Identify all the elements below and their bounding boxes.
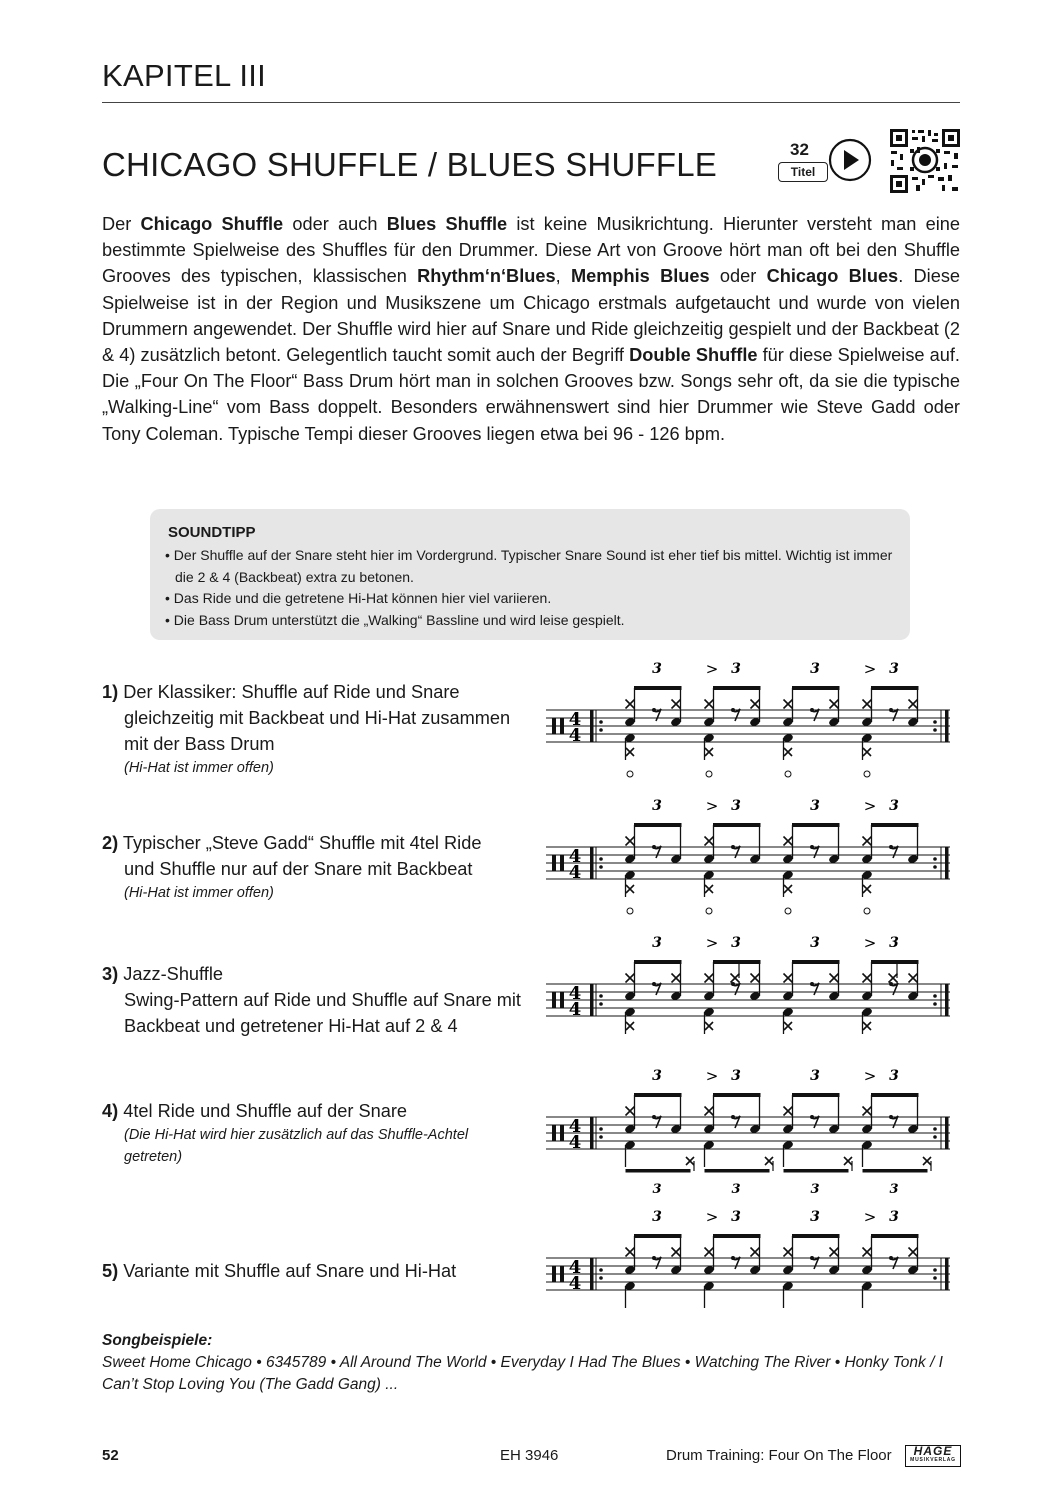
repeat-dot — [599, 994, 603, 998]
repeat-dot — [933, 720, 937, 724]
triplet-number: 3 — [731, 798, 741, 814]
soundtip-list — [165, 545, 910, 631]
percussion-clef — [560, 1266, 564, 1282]
soundtip-item: • Das Ride und die getretene Hi-Hat können hier viel variieren. — [165, 590, 552, 606]
exercise-description: gleichzeitig mit Backbeat und Hi-Hat zusammen mit der Bass Drum — [124, 708, 511, 754]
beam — [713, 1234, 761, 1238]
triplet-number: 3 — [652, 1182, 662, 1193]
eighth-rest — [731, 708, 735, 712]
triplet-number: 3 — [889, 661, 899, 677]
exercise-number: 4) — [102, 1101, 119, 1121]
exercise-number: 2) — [102, 833, 119, 853]
exercise-1 — [102, 679, 522, 779]
qr-code-icon[interactable] — [888, 127, 962, 195]
triplet-number: 3 — [652, 1068, 662, 1084]
accent-mark: > — [705, 934, 719, 952]
triplet-number: 3 — [810, 1182, 820, 1193]
exercise-description: Swing-Pattern auf Ride und Shuffle auf Snare mit Backbeat und getretener Hi-Hat auf 2 & 4 — [124, 990, 521, 1036]
beam — [634, 960, 682, 964]
exercise-note: (Hi-Hat ist immer offen) — [124, 760, 274, 776]
drum-staff-2 — [532, 797, 964, 923]
beam — [713, 686, 761, 690]
percussion-clef — [552, 718, 556, 734]
beam — [713, 823, 761, 827]
eighth-rest — [652, 982, 656, 986]
repeat-barline — [945, 710, 949, 742]
accent-mark: > — [705, 1067, 719, 1085]
exercise-description: und Shuffle nur auf der Snare mit Backbeat — [124, 859, 473, 879]
beam — [634, 1093, 682, 1097]
edition-code: EH 3946 — [500, 1447, 559, 1464]
percussion-clef — [560, 1125, 564, 1141]
repeat-dot — [599, 1135, 603, 1139]
beam — [792, 686, 840, 690]
audio-track-badge[interactable] — [778, 138, 878, 188]
eighth-rest — [810, 708, 814, 712]
beam — [626, 1169, 691, 1173]
exercise-number: 5) — [102, 1261, 119, 1281]
time-signature: 4 — [568, 1132, 582, 1153]
percussion-clef — [552, 992, 556, 1008]
page-number: 52 — [102, 1447, 119, 1464]
triplet-number: 3 — [731, 661, 741, 677]
repeat-dot — [599, 1268, 603, 1272]
percussion-clef — [552, 1266, 556, 1282]
time-signature: 4 — [568, 1116, 582, 1137]
accent-mark: > — [863, 1208, 877, 1226]
drum-staff-1 — [532, 660, 964, 786]
open-hihat-circle — [864, 908, 870, 914]
triplet-number: 3 — [810, 798, 820, 814]
beam — [634, 1234, 682, 1238]
repeat-dot — [599, 857, 603, 861]
play-icon[interactable] — [828, 138, 874, 184]
triplet-number: 3 — [889, 1068, 899, 1084]
track-number: 32 — [790, 140, 809, 159]
open-hihat-circle — [706, 908, 712, 914]
open-hihat-circle — [627, 771, 633, 777]
time-signature: 4 — [568, 999, 582, 1020]
chapter-heading: KAPITEL III — [102, 58, 267, 93]
triplet-number: 3 — [652, 661, 662, 677]
repeat-barline — [945, 847, 949, 879]
eighth-rest — [652, 845, 656, 849]
triplet-number: 3 — [652, 935, 662, 951]
repeat-barline — [945, 1117, 949, 1149]
exercise-2 — [102, 830, 522, 904]
exercise-title: Variante mit Shuffle auf Snare und Hi-Hat — [123, 1261, 457, 1281]
exercise-number: 3) — [102, 964, 119, 984]
open-hihat-circle — [627, 908, 633, 914]
beam — [792, 1093, 840, 1097]
repeat-dot — [599, 865, 603, 869]
exercise-title: Der Klassiker: Shuffle auf Ride und Snare — [123, 682, 460, 702]
eighth-rest — [731, 1115, 735, 1119]
beam — [792, 960, 840, 964]
repeat-dot — [599, 1276, 603, 1280]
drum-staff-3 — [532, 934, 964, 1060]
repeat-dot — [933, 865, 937, 869]
repeat-dot — [933, 1135, 937, 1139]
exercise-4 — [102, 1098, 522, 1168]
exercise-note: (Die Hi-Hat wird hier zusätzlich auf das Shuffle-Achtel getreten) — [124, 1127, 469, 1165]
eighth-rest — [889, 1115, 893, 1119]
triplet-number: 3 — [889, 935, 899, 951]
publisher-logo: HAGE MUSIKVERLAG — [905, 1445, 961, 1467]
triplet-number: 3 — [810, 935, 820, 951]
eighth-rest — [889, 845, 893, 849]
accent-mark: > — [705, 1208, 719, 1226]
beam — [634, 686, 682, 690]
repeat-dot — [599, 1127, 603, 1131]
repeat-dot — [933, 857, 937, 861]
accent-mark: > — [863, 660, 877, 678]
drum-staff-5 — [532, 1208, 964, 1308]
beam — [705, 1169, 770, 1173]
open-hihat-circle — [706, 771, 712, 777]
percussion-clef — [560, 855, 564, 871]
beam — [634, 823, 682, 827]
repeat-barline — [590, 847, 594, 879]
accent-mark: > — [863, 934, 877, 952]
repeat-barline — [590, 1117, 594, 1149]
beam — [784, 1169, 849, 1173]
eighth-rest — [889, 708, 893, 712]
beam — [871, 1234, 919, 1238]
triplet-number: 3 — [652, 1209, 662, 1225]
beam — [863, 1169, 928, 1173]
accent-mark: > — [705, 660, 719, 678]
eighth-rest — [810, 845, 814, 849]
drum-staff-4 — [532, 1067, 964, 1193]
exercise-title: Typischer „Steve Gadd“ Shuffle mit 4tel Ride — [122, 833, 482, 853]
eighth-rest — [652, 1256, 656, 1260]
beam — [713, 1093, 761, 1097]
exercise-number: 1) — [102, 682, 119, 702]
song-examples — [102, 1330, 960, 1396]
time-signature: 4 — [568, 983, 582, 1004]
eighth-rest — [889, 982, 893, 986]
exercise-title: Jazz-Shuffle — [123, 964, 223, 984]
eighth-rest — [731, 982, 735, 986]
triplet-number: 3 — [810, 661, 820, 677]
eighth-rest — [652, 708, 656, 712]
percussion-clef — [560, 718, 564, 734]
beam — [871, 686, 919, 690]
beam — [871, 1093, 919, 1097]
percussion-clef — [552, 855, 556, 871]
triplet-number: 3 — [731, 935, 741, 951]
page-title: CHICAGO SHUFFLE / BLUES SHUFFLE — [102, 146, 717, 183]
time-signature: 4 — [568, 862, 582, 883]
open-hihat-circle — [785, 771, 791, 777]
header-rule — [102, 102, 960, 103]
exercise-note: (Hi-Hat ist immer offen) — [124, 885, 274, 901]
beam — [871, 823, 919, 827]
repeat-barline — [590, 1258, 594, 1290]
beam — [871, 960, 919, 964]
eighth-rest — [889, 1256, 893, 1260]
book-title: Drum Training: Four On The Floor — [666, 1447, 892, 1464]
beam — [713, 960, 761, 964]
eighth-rest — [731, 1256, 735, 1260]
exercise-title: 4tel Ride und Shuffle auf der Snare — [123, 1101, 408, 1121]
repeat-dot — [933, 728, 937, 732]
eighth-rest — [731, 845, 735, 849]
intro-paragraph: Der Chicago Shuffle oder auch Blues Shuffle ist keine Musikrichtung. Hierunter versteht man eine bestimmte Spielweise des Shuffles für den Drummer. Diese Art von Groove hört man oft bei den Shuffle Grooves des typischen, klassischen Rhythm‘n‘Blues, Memphis Blues oder Chicago Blues. Diese Spielweise ist in der Region und Musikszene um Chicago erstmals aufgetaucht und wurde von vielen Drummern angewendet. Der Shuffle wird hier auf Snare und Ride gleichzeitig gespielt und der Backbeat (2 & 4) zusätzlich betont. Gelegentlich taucht somit auch der Begriff Double Shuffle für diese Spielweise auf. Die „Four On The Floor“ Bass Drum hört man in solchen Grooves bzw. Songs sehr oft, da sie die typische „Walking-Line“ vom Bass doppelt. Besonders erwähnenswert sind hier Drummer wie Steve Gadd oder Tony Coleman. Typische Tempi dieser Grooves liegen etwa bei 96 - 126 bpm. — [102, 214, 961, 444]
repeat-dot — [599, 720, 603, 724]
soundtip-heading: SOUNDTIPP — [168, 524, 256, 541]
accent-mark: > — [863, 797, 877, 815]
time-signature: 4 — [568, 846, 582, 867]
repeat-dot — [599, 1002, 603, 1006]
beam — [792, 1234, 840, 1238]
triplet-number: 3 — [731, 1182, 741, 1193]
exercise-3 — [102, 961, 522, 1039]
beam — [792, 823, 840, 827]
repeat-dot — [599, 728, 603, 732]
eighth-rest — [810, 1115, 814, 1119]
track-label: Titel — [778, 162, 828, 182]
triplet-number: 3 — [889, 798, 899, 814]
soundtip-box — [150, 509, 910, 640]
time-signature: 4 — [568, 1257, 582, 1278]
accent-mark: > — [705, 797, 719, 815]
triplet-number: 3 — [731, 1068, 741, 1084]
triplet-number: 3 — [889, 1182, 899, 1193]
open-hihat-circle — [864, 771, 870, 777]
repeat-barline — [590, 984, 594, 1016]
triplet-number: 3 — [731, 1209, 741, 1225]
open-hihat-circle — [785, 908, 791, 914]
time-signature: 4 — [568, 709, 582, 730]
triplet-number: 3 — [652, 798, 662, 814]
soundtip-item: • Der Shuffle auf der Snare steht hier im Vordergrund. Typischer Snare Sound ist eher tief bis mittel. Wichtig ist immer die 2 & 4 (Backbeat) extra zu betonen. — [165, 547, 893, 585]
time-signature: 4 — [568, 1273, 582, 1294]
triplet-number: 3 — [889, 1209, 899, 1225]
song-examples-heading: Songbeispiele: — [102, 1332, 213, 1349]
percussion-clef — [560, 992, 564, 1008]
repeat-dot — [933, 1002, 937, 1006]
repeat-barline — [945, 1258, 949, 1290]
time-signature: 4 — [568, 725, 582, 746]
soundtip-item: • Die Bass Drum unterstützt die „Walking“ Bassline und wird leise gespielt. — [165, 611, 625, 628]
triplet-number: 3 — [810, 1068, 820, 1084]
eighth-rest — [810, 982, 814, 986]
song-examples-list: Sweet Home Chicago • 6345789 • All Around The World • Everyday I Had The Blues • Watching The River • Honky Tonk / I Can’t Stop Loving You (The Gadd Gang) ... — [102, 1354, 943, 1393]
eighth-rest — [652, 1115, 656, 1119]
percussion-clef — [552, 1125, 556, 1141]
eighth-rest — [810, 1256, 814, 1260]
repeat-barline — [590, 710, 594, 742]
repeat-barline — [945, 984, 949, 1016]
triplet-number: 3 — [810, 1209, 820, 1225]
repeat-dot — [933, 1127, 937, 1131]
repeat-dot — [933, 1276, 937, 1280]
exercise-5 — [102, 1258, 522, 1284]
accent-mark: > — [863, 1067, 877, 1085]
repeat-dot — [933, 1268, 937, 1272]
repeat-dot — [933, 994, 937, 998]
